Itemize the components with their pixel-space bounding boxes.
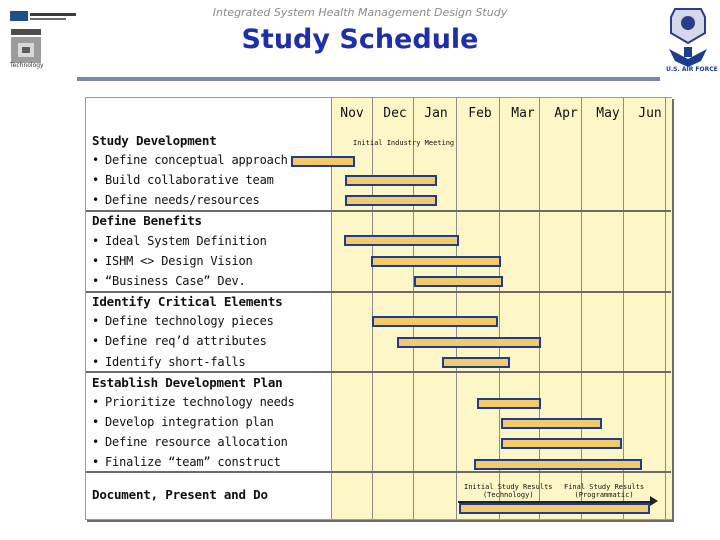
section-heading-critical-elements: Identify Critical Elements xyxy=(92,294,283,309)
month-label-dec: Dec xyxy=(383,106,407,121)
month-column-dec xyxy=(413,98,457,519)
gantt-bar-collab xyxy=(345,175,437,186)
task-resource-allocation: • Define resource allocation xyxy=(92,435,288,449)
month-label-jun: Jun xyxy=(638,106,662,121)
gantt-bar-finalize xyxy=(474,459,642,470)
logo-caption-top: Consensus xyxy=(10,24,43,31)
month-label-mar: Mar xyxy=(511,106,535,121)
gantt-bar-needs xyxy=(345,195,437,206)
month-label-may: May xyxy=(596,106,620,121)
gantt-bar-shortfalls xyxy=(442,357,510,368)
gantt-bar-business xyxy=(414,276,503,287)
task-collaborative-team: • Build collaborative team xyxy=(92,173,274,187)
schedule-chart xyxy=(85,97,672,520)
section-heading-study-development: Study Development xyxy=(92,133,217,148)
document-timeline xyxy=(458,501,652,503)
consensus-technology-logo xyxy=(8,7,80,69)
milestone-label-final-results: Final Study Results (Programmatic) xyxy=(564,483,645,499)
gantt-bar-conceptual xyxy=(291,156,355,167)
section-divider xyxy=(86,210,671,212)
gantt-bar-document xyxy=(459,503,650,514)
month-column-feb xyxy=(499,98,540,519)
consensus-logo-icon xyxy=(8,7,80,69)
task-ishm-design-vision: • ISHM <> Design Vision xyxy=(92,254,253,268)
month-column-nov xyxy=(372,98,414,519)
gantt-bar-ishm xyxy=(371,256,501,267)
task-finalize-team: • Finalize “team” construct xyxy=(92,455,281,469)
gantt-bar-resource xyxy=(501,438,622,449)
header-divider xyxy=(77,77,660,81)
section-heading-define-benefits: Define Benefits xyxy=(92,213,202,228)
month-label-apr: Apr xyxy=(554,106,578,121)
task-reqd-attributes: • Define req’d attributes xyxy=(92,334,267,348)
air-force-caption: U.S. AIR FORCE xyxy=(666,66,718,73)
gantt-bar-prioritize xyxy=(477,398,541,409)
month-column-jun xyxy=(665,98,672,519)
month-column-apr xyxy=(581,98,624,519)
month-column-mar xyxy=(539,98,582,519)
section-divider xyxy=(86,471,671,473)
gantt-bar-reqd xyxy=(397,337,541,348)
section-heading-document-present: Document, Present and Do xyxy=(92,487,268,502)
task-prioritize-needs: • Prioritize technology needs xyxy=(92,395,295,409)
month-column-may xyxy=(623,98,666,519)
page-title: Study Schedule xyxy=(241,24,479,55)
milestone-label-initial-results: Initial Study Results (Technology) xyxy=(464,483,553,499)
task-ideal-system: • Ideal System Definition xyxy=(92,234,267,248)
gantt-bar-tech-pieces xyxy=(372,316,498,327)
presentation-subtitle: Integrated System Health Management Design Study xyxy=(212,6,508,19)
gantt-bar-ideal xyxy=(344,235,459,246)
section-divider xyxy=(86,291,671,293)
task-integration-plan: • Develop integration plan xyxy=(92,415,274,429)
milestone-label-industry-meeting: Initial Industry Meeting xyxy=(353,139,455,147)
task-short-falls: • Identify short-falls xyxy=(92,355,246,369)
task-needs-resources: • Define needs/resources xyxy=(92,193,260,207)
task-business-case: • “Business Case” Dev. xyxy=(92,274,246,288)
month-label-nov: Nov xyxy=(340,106,364,121)
air-force-emblem-icon xyxy=(661,3,716,75)
air-force-logo xyxy=(661,3,716,75)
logo-caption-bottom: Technology xyxy=(10,62,44,69)
task-technology-pieces: • Define technology pieces xyxy=(92,314,274,328)
task-conceptual-approach: • Define conceptual approach xyxy=(92,153,288,167)
gantt-bar-integration xyxy=(501,418,602,429)
month-column-jan xyxy=(456,98,500,519)
arrow-right-icon xyxy=(650,496,658,506)
month-label-feb: Feb xyxy=(468,106,492,121)
section-divider xyxy=(86,371,671,373)
month-label-jan: Jan xyxy=(424,106,448,121)
section-heading-development-plan: Establish Development Plan xyxy=(92,375,283,390)
